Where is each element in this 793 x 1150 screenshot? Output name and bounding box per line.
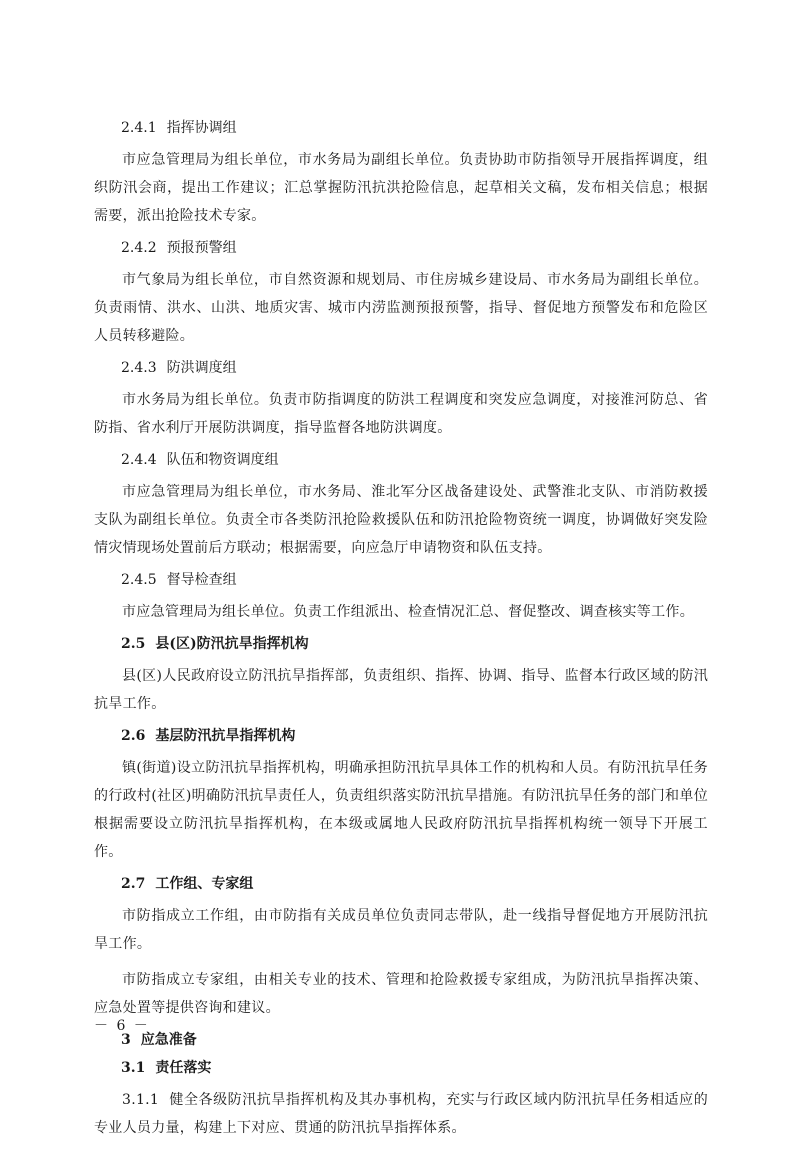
paragraph: 镇(街道)设立防汛抗旱指挥机构，明确承担防汛抗旱具体工作的机构和人员。有防汛抗旱任务的行政村(社区)明确防汛抗旱责任人，负责组织落实防汛抗旱措施。有防汛抗旱任务的部门和单位根据需要设立防汛抗旱指挥机构，在本级或属地人民政府防汛抗旱指挥机构统一领导下开展工作。	[94, 760, 708, 860]
section-heading-2-4-5	[94, 570, 708, 590]
section-title: 队伍和物资调度组	[166, 452, 279, 468]
section-heading-2-4-3	[94, 358, 708, 378]
paragraph: 市防指成立工作组，由市防指有关成员单位负责同志带队，赴一线指导督促地方开展防汛抗旱工作。	[94, 908, 708, 952]
paragraph: 市防指成立专家组，由相关专业的技术、管理和抢险救援专家组成，为防汛抗旱指挥决策、应急处置等提供咨询和建议。	[94, 972, 708, 1016]
section-title: 应急准备	[140, 1032, 197, 1048]
section-number: 2.4.4	[121, 452, 157, 468]
section-number: 2.4.2	[121, 240, 157, 256]
paragraph: 市水务局为组长单位。负责市防指调度的防洪工程调度和突发应急调度，对接淮河防总、省防指、省水利厅开展防洪调度，指导监督各地防洪调度。	[94, 392, 708, 436]
paragraph: 市应急管理局为组长单位。负责工作组派出、检查情况汇总、督促整改、调查核实等工作。	[122, 604, 694, 620]
section-title: 基层防汛抗旱指挥机构	[155, 728, 296, 744]
section-title: 预报预警组	[166, 240, 237, 256]
section-heading-2-4-4	[94, 450, 708, 470]
section-number: 2.4.1	[121, 120, 157, 136]
section-title: 县(区)防汛抗旱指挥机构	[155, 636, 309, 652]
section-number: 2.4.5	[121, 572, 157, 588]
paragraph: 县(区)人民政府设立防汛抗旱指挥部，负责组织、指挥、协调、指导、监督本行政区域的防汛抗旱工作。	[94, 668, 708, 712]
section-title: 责任落实	[155, 1060, 212, 1076]
section-title: 工作组、专家组	[155, 876, 254, 892]
paragraph: 市应急管理局为组长单位，市水务局、淮北军分区战备建设处、武警淮北支队、市消防救援支队为副组长单位。负责全市各类防汛抢险救援队伍和防汛抢险物资统一调度，协调做好突发险情灾情现场处置前后方联动；根据需要，向应急厅申请物资和队伍支持。	[94, 484, 708, 556]
section-heading-2-6	[94, 726, 708, 746]
section-number: 2.5	[121, 636, 146, 652]
paragraph: 市应急管理局为组长单位，市水务局为副组长单位。负责协助市防指领导开展指挥调度，组织防汛会商，提出工作建议；汇总掌握防汛抗洪抢险信息，起草相关文稿，发布相关信息；根据需要，派出抢险技术专家。	[94, 152, 708, 224]
section-heading-3	[94, 1030, 708, 1050]
section-heading-2-5	[94, 634, 708, 654]
section-heading-2-4-2	[94, 238, 708, 258]
section-number: 3	[121, 1032, 131, 1048]
paragraph: 市气象局为组长单位，市自然资源和规划局、市住房城乡建设局、市水务局为副组长单位。负责雨情、洪水、山洪、地质灾害、城市内涝监测预报预警，指导、督促地方预警发布和危险区人员转移避险。	[94, 272, 708, 344]
section-number: 2.6	[121, 728, 146, 744]
page-number: － 6 －	[94, 1018, 150, 1034]
section-heading-2-4-1	[94, 118, 708, 138]
paragraph-text: 健全各级防汛抗旱指挥机构及其办事机构，充实与行政区域内防汛抗旱任务相适应的专业人员力量，构建上下对应、贯通的防汛抗旱指挥体系。	[94, 1092, 708, 1136]
section-number: 2.4.3	[121, 360, 157, 376]
paragraph-3-1-1	[94, 1086, 708, 1142]
section-heading-3-1	[94, 1058, 708, 1078]
section-heading-2-7	[94, 874, 708, 894]
section-title: 督导检查组	[166, 572, 237, 588]
section-number: 3.1.1	[122, 1092, 160, 1108]
section-number: 2.7	[121, 876, 146, 892]
document-body	[94, 118, 708, 1150]
section-number: 3.1	[121, 1060, 146, 1076]
section-title: 防洪调度组	[166, 360, 237, 376]
section-title: 指挥协调组	[166, 120, 237, 136]
